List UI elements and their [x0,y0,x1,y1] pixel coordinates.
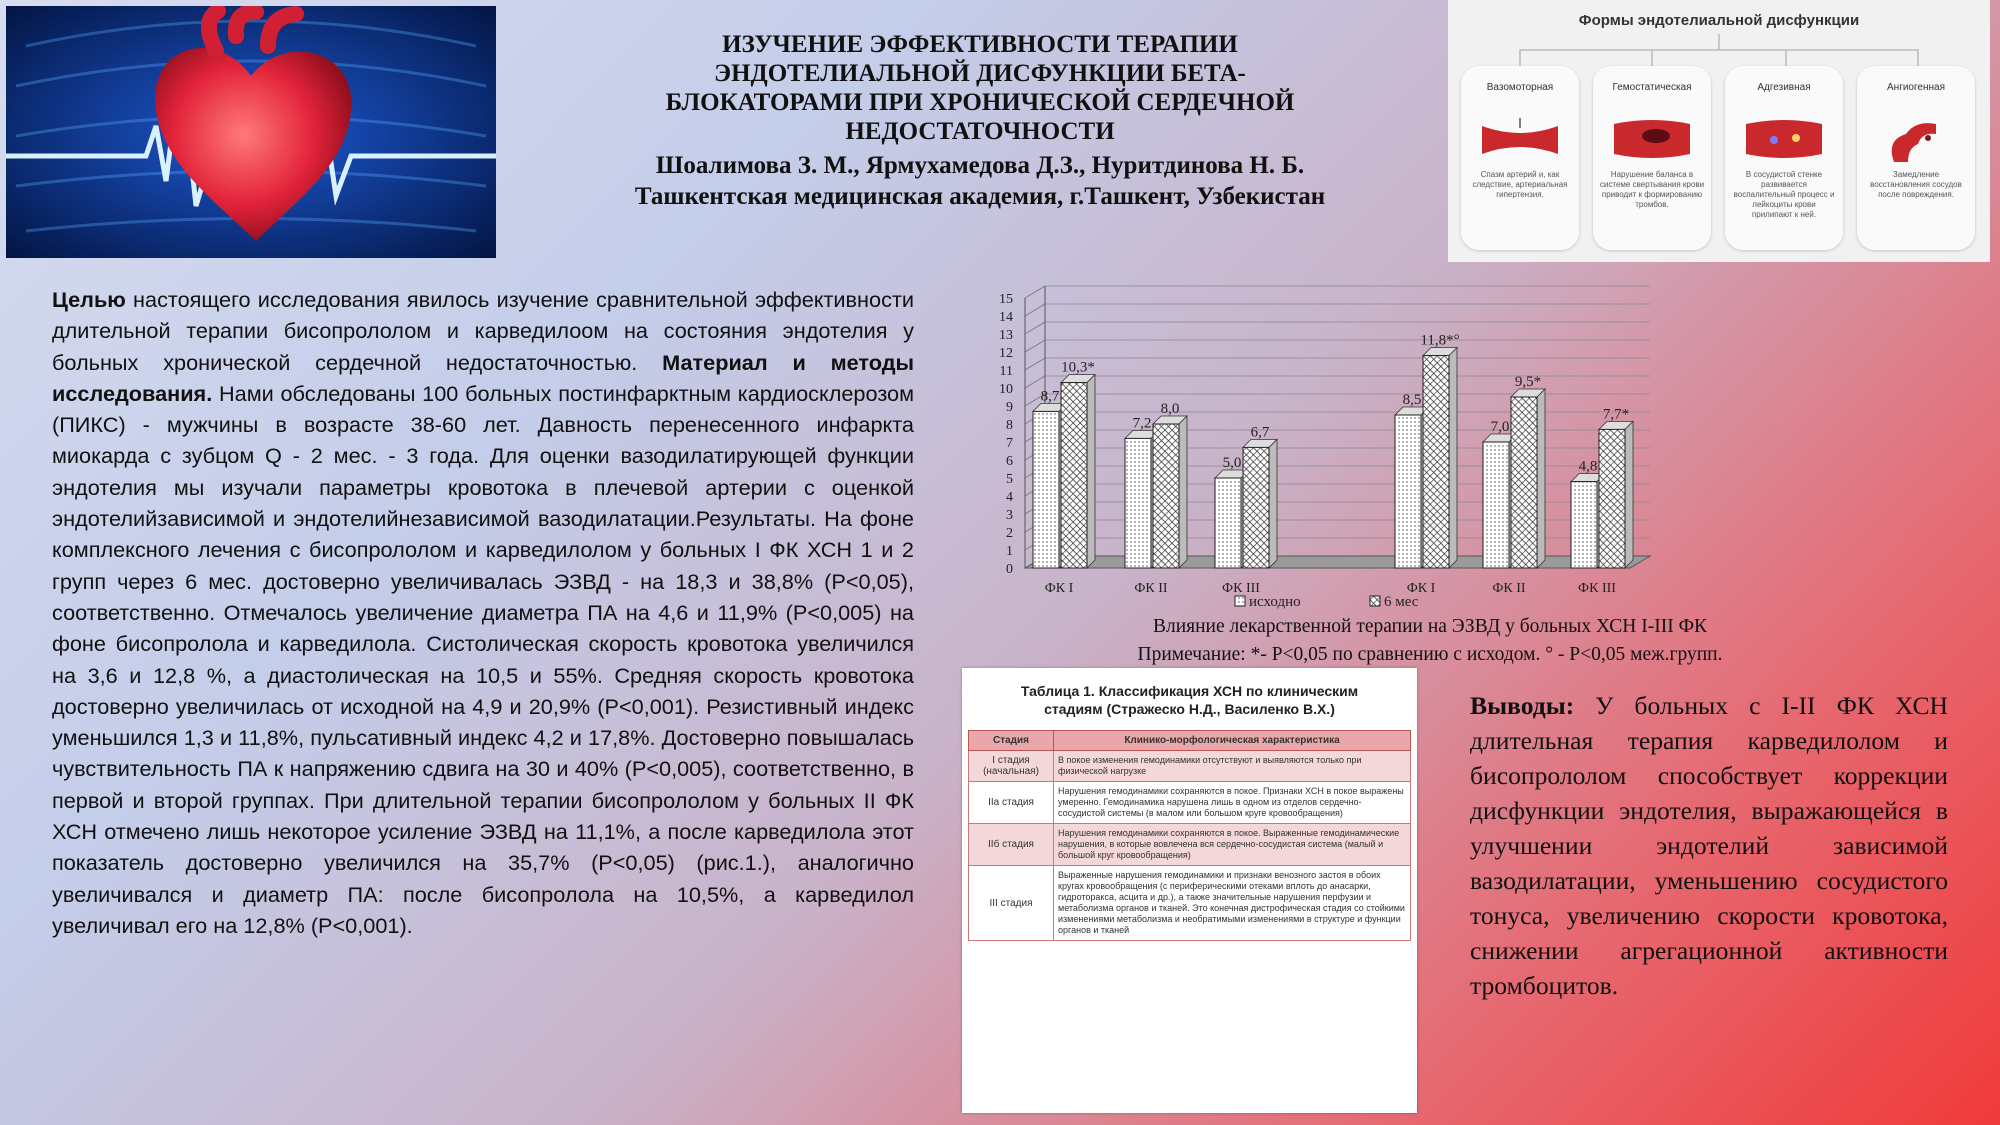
y-tick-label: 8 [1006,418,1013,433]
bar-side [1537,389,1545,568]
bar [1483,442,1509,568]
bar-side [1179,416,1187,568]
y-tick-label: 12 [999,346,1013,361]
methods-text: Нами обследованы 100 больных постинфарктным кардиосклерозом (ПИКС) - мужчины в возрасте 38-60 лет. Давность перенесенного инфаркта миокарда с зубцом Q - 2 мес. - 3 года. Для оценки вазодилатирующей функции эндотелия мы изучали параметры кровотока в плечевой артерии с оценкой эндотелийзависимой и эндотелийнезависимой вазодилатации.Результаты. На фоне комплексного лечения с бисопрололом и карведилолом у больных I ФК ХСН 1 и 2 групп через 6 мес. достоверно увеличивалась ЭЗВД - на 18,3 и 38,8% (P<0,05), соответственно. Отмечалось увеличение диаметра ПА на 4,6 и 11,9% (P<0,005) на фоне бисопролола и карведилола. Систолическая скорость кровотока увеличился на 3,6 и 12,8 %, а диастолическая на 10,5 и 55%. Средняя скорость кровотока достоверно увеличилась от исходной на 4,9 и 20,9% (P<0,001). Резистивный индекс уменьшился 1,3 и 11,8%, пульсативный индекс 4,2 и 17,8%. Достоверно повышалась чувствительность ПА к напряжению сдвига на 30 и 40% (P<0,005), соответственно, в первой и второй группах. При длительной терапии бисопрололом у больных II ФК ХСН отмечено лишь некоторое усиление ЭЗВД на 11,1%, а после карведилола этот показатель достоверно увеличился на 35,7% (P<0,05) (рис.1.), аналогично увеличивался и диаметр ПА: после бисопролола на 10,5%, а карведилол увеличивал его на 12,8% (P<0,001). [52,380,914,938]
bar [1511,397,1537,568]
stage-cell: IIа стадия [969,782,1054,824]
chart-floor [1025,556,1650,568]
vessel-damage-icon [1876,110,1956,166]
y-tick-label: 5 [1006,472,1013,487]
y-tick-label: 9 [1006,400,1013,415]
table-row [969,751,1411,782]
bar [1215,478,1241,568]
conclusions-text: У больных с I-II ФК ХСН длительная терапия карведилолом и бисопрололом способствует коррекции дисфункции эндотелия, выражающейся в улучшении эндотелий зависимой вазодилатации, уменьшению сосудистого тонуса, увеличению скорости кровотока, снижении агрегационной активности тромбоцитов. [1470,691,1948,1000]
classification-table [968,730,1411,941]
chf-classification-table [962,668,1417,1113]
description-cell: Нарушения гемодинамики сохраняются в покое. Выраженные гемодинамические нарушения, в которые вовлечена вся сердечно-сосудистая система (малый и большой круг кровообращения) [1054,824,1411,866]
y-tick-label: 14 [999,310,1013,325]
data-label: 11,8*° [1420,332,1460,349]
x-tick-label: ФК III [1222,581,1260,596]
legend-label: исходно [1249,594,1301,610]
y-tick-label: 13 [999,328,1013,343]
x-tick-label: ФК II [1134,581,1168,596]
grid-line [1025,358,1045,370]
endothelial-forms-panel [1448,0,1990,262]
bar [1243,447,1269,568]
conclusions [1470,688,1948,1003]
description-cell: Нарушения гемодинамики сохраняются в покое. Признаки ХСН в покое выражены умеренно. Гемодинамика нарушена лишь в одном из отделов сердечно-сосудистой системы (в малом или большом круге кровообращения) [1054,782,1411,824]
table-caption [962,682,1417,718]
data-label: 6,7 [1250,424,1270,441]
heart-illustration [6,6,496,258]
data-label: 10,3* [1061,359,1095,376]
bar-side [1269,439,1277,568]
bar-side [1449,348,1457,568]
table-caption-line: стадиям (Стражеско Н.Д., Василенко В.Х.) [1044,701,1335,717]
bar [1423,356,1449,568]
data-label: 9,5* [1514,374,1542,390]
data-label: 7,7* [1602,406,1630,423]
y-tick-label: 0 [1006,562,1013,577]
y-tick-label: 10 [999,382,1013,397]
bar-side [1625,421,1633,568]
x-tick-label: ФК II [1492,581,1526,596]
bar [1033,411,1059,568]
stage-cell: IIб стадия [969,824,1054,866]
poster-title-block [540,30,1420,212]
institution: Ташкентская медицинская академия, г.Ташкент, Узбекистан [634,183,1326,210]
table-header-cell: Стадия [969,731,1054,751]
chart-bars [1033,348,1633,568]
y-tick-label: 1 [1006,544,1013,559]
authors: Шоалимова З. М., Ярмухамедова Д.З., Нуритдинова Н. Б. [655,152,1305,179]
legend-label: 6 мес [1384,594,1419,610]
legend-swatch [1370,596,1380,606]
form-name: Ангиогенная [1887,82,1945,93]
form-card-vasomotor [1461,66,1579,250]
description-cell: В покое изменения гемодинамики отсутствуют и выявляются только при физической нагрузке [1054,751,1411,782]
form-description: Спазм артерий и, как следствие, артериальная гипертензия. [1472,170,1568,199]
bar [1125,438,1151,568]
table-header-row [969,731,1411,751]
bar [1153,424,1179,568]
table-row [969,866,1411,941]
y-tick-label: 3 [1006,508,1013,523]
data-label: 8,7 [1040,388,1060,405]
data-label: 8,5 [1402,392,1422,408]
y-tick-label: 11 [999,364,1013,379]
form-card-angiogenic [1857,66,1975,250]
data-label: 4,8 [1578,458,1598,475]
stage-cell: III стадия [969,866,1054,941]
form-description: В сосудистой стенке развивается воспалительный процесс и лейкоциты крови прилипают к ней. [1733,170,1835,219]
grid-line [1025,286,1045,298]
data-label: 7,2 [1132,415,1152,432]
blood-clot-icon [1612,116,1692,162]
y-tick-label: 7 [1006,436,1013,451]
data-label: 7,0 [1490,419,1510,435]
x-tick-label: ФК I [1044,581,1074,596]
form-card-adhesive [1725,66,1843,250]
grid-line [1025,322,1045,334]
y-tick-label: 2 [1006,526,1013,541]
legend-swatch [1235,596,1245,606]
table-row [969,782,1411,824]
form-name: Вазомоторная [1486,82,1554,93]
chart-caption [1010,613,1850,669]
grid-line [1025,376,1045,388]
chart-y-ticks [999,292,1013,577]
bar [1395,415,1421,568]
x-tick-label: ФК III [1578,581,1616,596]
x-tick-label: ФК I [1406,581,1436,596]
description-cell: Выраженные нарушения гемодинамики и признаки венозного застоя в обоих кругах кровообращения (с периферическими отеками вплоть до анасарки, гидроторакса, асцита и др.), а также значительные нарушения перфузии и метаболизма органов и тканей. Это конечная дистрофическая стадия со стойкими изменениями метаболизма и необратимыми изменениями в структуре и функции органов и тканей [1054,866,1411,941]
leukocyte-adhesion-icon [1744,116,1824,162]
title-line: ЭНДОТЕЛИАЛЬНОЙ ДИСФУНКЦИИ БЕТА- [714,60,1246,87]
y-tick-label: 15 [999,292,1013,307]
bar-side [1087,375,1095,568]
forms-heading: Формы эндотелиальной дисфункции [1578,12,1860,29]
grid-line [1025,340,1045,352]
chart-x-ticks [1045,581,1617,596]
heart-icon [6,6,496,258]
study-body-text [52,284,914,941]
form-name: Гемостатическая [1612,82,1692,93]
form-description: Замедление восстановления сосудов после повреждения. [1870,170,1962,199]
artery-spasm-icon [1480,116,1560,162]
bar [1599,429,1625,568]
form-name: Адгезивная [1757,82,1811,93]
conclusions-label: Выводы: [1470,691,1575,720]
table-header-cell: Клинико-морфологическая характеристика [1054,731,1411,751]
chart-legend [1235,594,1419,610]
table-caption-line: Таблица 1. Классификация ХСН по клиническим [1020,683,1359,699]
bar [1571,482,1597,568]
title-line: БЛОКАТОРАМИ ПРИ ХРОНИЧЕСКОЙ СЕРДЕЧНОЙ [665,89,1295,116]
form-description: Нарушение баланса в системе свертывания крови приводит к формированию тромбов. [1599,170,1705,209]
chart-grid [1025,286,1650,568]
form-card-hemostatic [1593,66,1711,250]
y-tick-label: 6 [1006,454,1013,469]
bar [1061,383,1087,568]
chart-caption-title: Влияние лекарственной терапии на ЭЗВД у больных ХСН I-III ФК [1152,616,1708,637]
y-tick-label: 4 [1006,490,1013,505]
methods-label: Материал и методы исследования. [52,349,914,406]
title-line: ИЗУЧЕНИЕ ЭФФЕКТИВНОСТИ ТЕРАПИИ [722,31,1238,58]
stage-cell: I стадия (начальная) [969,751,1054,782]
aim-label: Целью [52,287,126,312]
aim-text: настоящего исследования явилось изучение сравнительной эффективности длительной терапии бисопрололом и карведилоом на состояния эндотелия у больных хронической сердечной недостаточностью. [52,287,914,375]
data-label: 8,0 [1160,401,1180,417]
table-row [969,824,1411,866]
title-line: НЕДОСТАТОЧНОСТИ [845,118,1115,145]
grid-line [1025,304,1045,316]
chart-caption-note: Примечание: *- P<0,05 по сравнению с исходом. ° - P<0,05 меж.групп. [1137,644,1723,665]
data-label: 5,0 [1222,455,1242,471]
edvd-bar-chart [965,276,1665,616]
